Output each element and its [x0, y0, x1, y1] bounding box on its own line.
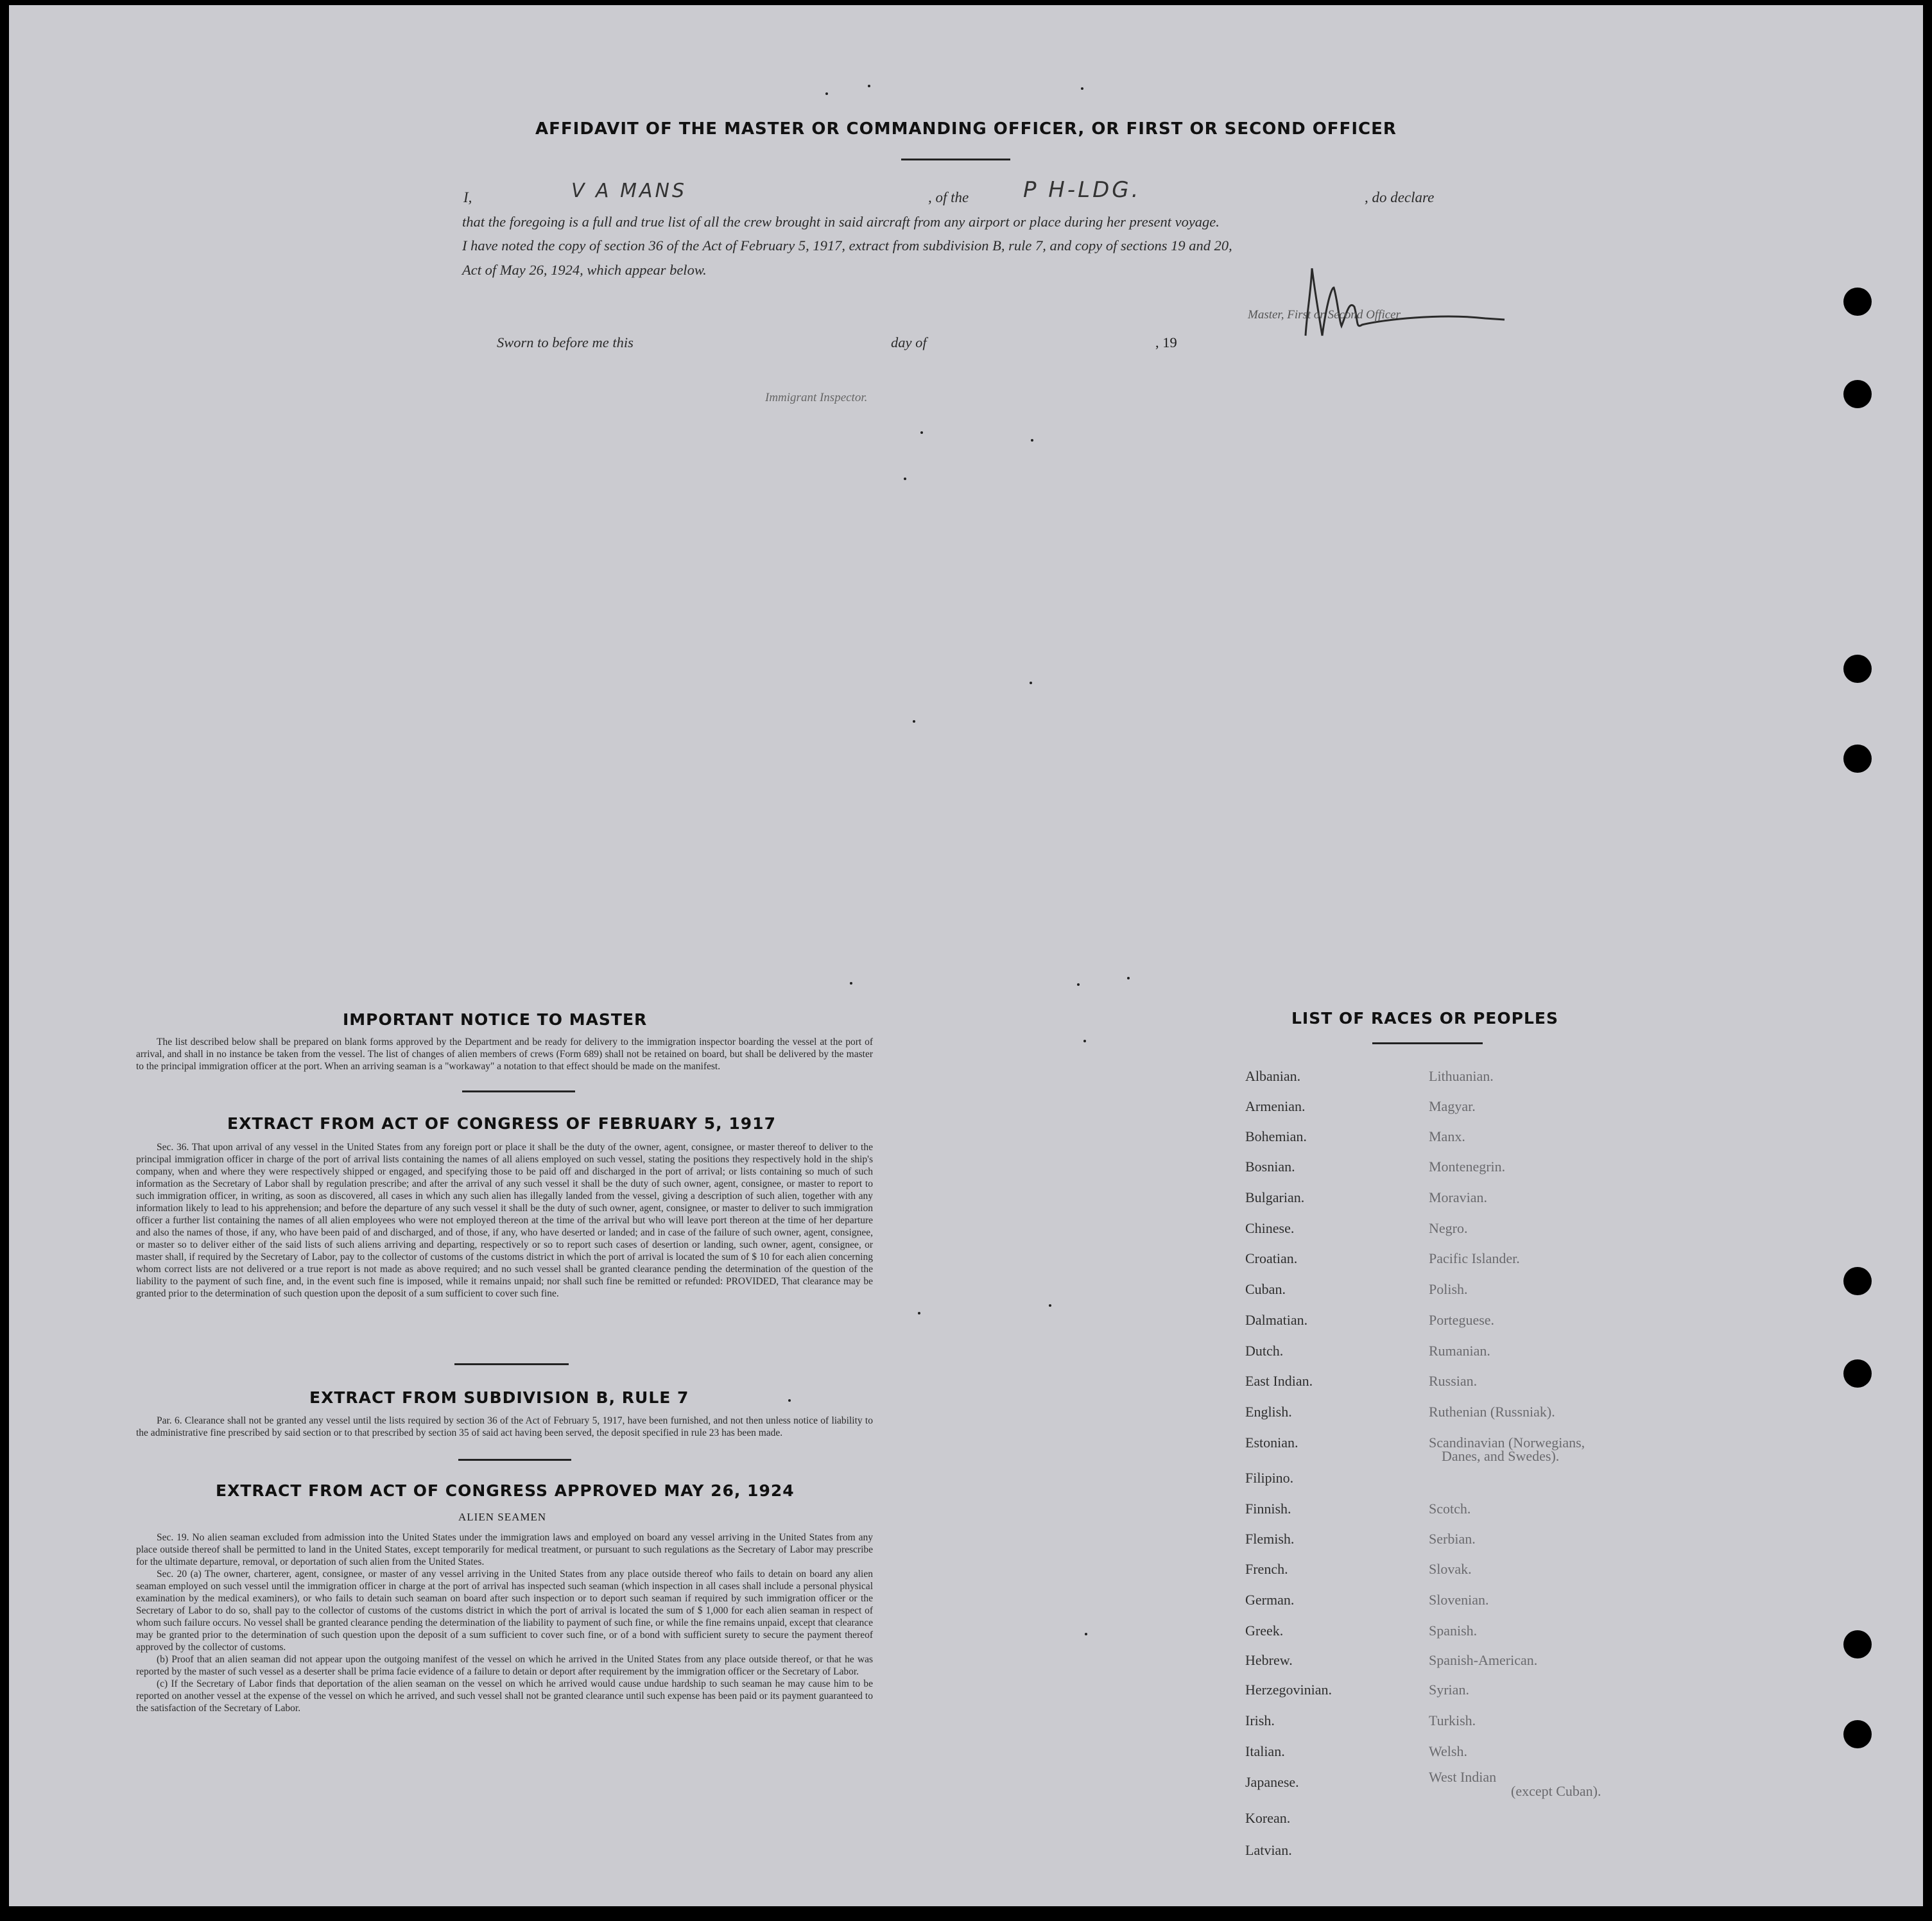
do-declare-label: , do declare: [1365, 189, 1435, 205]
notice-text: The list described below shall be prepared on blank forms approved by the Department and be ready for delivery to the immigration inspector boarding the vessel at the port of arrival, and shall in no instance be taken from the vessel. The list of changes of alien members of crews (Form 689) shall not be retained on board, but shall be delivered by the master to the principal immigration officer at the port. When an arriving seaman is a "workaway" a notation to that effect should be made on the manifest.: [136, 1037, 873, 1072]
race-item: Bulgarian.: [1245, 1189, 1305, 1205]
race-item: German.: [1245, 1592, 1295, 1608]
race-item: Pacific Islander.: [1429, 1250, 1520, 1266]
affidavit-line-2: that the foregoing is a full and true list of all the crew brought in said aircraft from any airport or place during her present voyage.: [462, 214, 1220, 230]
extract-1917-text: Sec. 36. That upon arrival of any vessel in the United States from any foreign port or place it shall be the duty of the owner, agent, consignee, or master thereof to deliver to the principal immigration officer in charge of the port of arrival lists containing the names of all aliens employed on such vessel, stating the positions they respectively hold in the ship's company, when and where they were respectively shipped or engaged, and specifying those to be paid off and discharged in the port of arrival; or lists containing so much of such information as the Secretary of Labor shall by regulation prescribe; and after the arrival of any such vessel it shall be the duty of such owner, agent, consignee, or master to report to such immigration officer, in writing, as soon as discovered, all cases in which any such alien has illegally landed from the vessel, giving a description of such alien, together with any information likely to lead to his apprehension; and before the departure of any such vessel it shall be the duty of such owner, agent, consignee, or master to deliver to such immigration officer a further list containing the names of all alien employees who were not employed thereon at the time of the arrival but who will leave port thereon at the time of her departure and also the names of those, if any, who have been paid of and discharged, and of those, if any, who have deserted or landed; and in case of the failure of such owner, agent, consignee, or master so to deliver either of the said lists of such aliens arriving and departing, respectively or so to report such cases of desertion or landing, such owner, agent, consignee, or master shall, if required by the Secretary of Labor, pay to the collector of customs of the customs district in which the port of arrival is located the sum of $ 10 for each alien concerning whom correct lists are not delivered or a true report is not made as above required; and no such vessel shall be granted clearance pending the determination of the question of the liability to the payment of such fine, and, in the event such fine is imposed, while it remains unpaid; nor shall such fine be remitted or refunded: PROVIDED, That clearance may be granted prior to the determination of such question upon the deposit of a sum sufficient to cover such fine.: [136, 1142, 873, 1299]
notice-rule: [462, 1090, 575, 1092]
binder-hole: [1843, 745, 1872, 773]
sec-20a-text: Sec. 20 (a) The owner, charterer, agent, consignee, or master of any vessel arriving in the United States from any place outside thereof who fails to detain on board any alien seaman employed on such vessel until the immigration officer in charge at the port of arrival has inspected such seaman (which inspection in all cases shall include a personal physical examination by the medical examiners), or who fails to detain such seaman on board after such inspection or to deport such seaman if required by such immigration officer or the Secretary of Labor to do so, shall pay to the collector of customs of the customs district in which the port of arrival is located the sum of $ 1,000 for each alien seaman in respect of whom such failure occurs. No vessel shall be granted clearance pending the determination of the liability to payment of such fine, or while the fine remains unpaid, except that clearance may be granted prior to the determination of such question upon the deposit of a sum sufficient to cover such fine, or of a bond with sufficient surety to secure the payment thereof approved by the collector of customs.: [136, 1569, 873, 1653]
race-item: Latvian.: [1245, 1842, 1292, 1858]
scan-speck: [1127, 977, 1130, 979]
binder-hole: [1843, 1359, 1872, 1388]
year-label: , 19: [1155, 334, 1177, 350]
race-item: Spanish.: [1429, 1623, 1478, 1639]
race-item: Italian.: [1245, 1743, 1285, 1759]
race-item: Korean.: [1245, 1810, 1291, 1826]
race-item: Japanese.: [1245, 1774, 1299, 1790]
notice-title: IMPORTANT NOTICE TO MASTER: [343, 1010, 648, 1029]
race-item: Herzegovinian.: [1245, 1682, 1332, 1698]
binder-hole: [1843, 1630, 1872, 1658]
aircraft-handwritten: P H-LDG.: [1023, 177, 1141, 203]
scan-speck: [904, 478, 906, 480]
signature-label: Master, First or Second Officer: [1248, 308, 1401, 322]
race-item: Flemish.: [1245, 1531, 1295, 1547]
master-name-handwritten: V A MANS: [571, 180, 687, 202]
race-item: Rumanian.: [1429, 1343, 1490, 1359]
race-item: Estonian.: [1245, 1434, 1298, 1451]
races-title: LIST OF RACES OR PEOPLES: [1291, 1009, 1558, 1028]
race-item: Polish.: [1429, 1281, 1468, 1297]
race-item: Manx.: [1429, 1128, 1465, 1144]
race-item: Welsh.: [1429, 1743, 1467, 1759]
scan-speck: [788, 1399, 791, 1402]
scan-speck: [1031, 439, 1033, 442]
race-item: Cuban.: [1245, 1281, 1286, 1297]
scan-speck: [868, 85, 870, 87]
race-item: Magyar.: [1429, 1098, 1476, 1114]
race-item: West Indian: [1429, 1769, 1497, 1785]
race-item: Bohemian.: [1245, 1128, 1307, 1144]
title-rule: [901, 159, 1010, 160]
race-item: Bosnian.: [1245, 1159, 1295, 1175]
i-label: I,: [463, 189, 472, 205]
extract-1924-text: [136, 1531, 873, 1714]
race-item: Syrian.: [1429, 1682, 1469, 1698]
day-of-label: day of: [891, 334, 927, 350]
inspector-label: Immigrant Inspector.: [765, 391, 868, 404]
affidavit-line-4: Act of May 26, 1924, which appear below.: [462, 262, 707, 278]
races-rule: [1372, 1042, 1483, 1044]
race-item: Serbian.: [1429, 1531, 1476, 1547]
race-item: Croatian.: [1245, 1250, 1298, 1266]
race-item: Porteguese.: [1429, 1312, 1495, 1328]
race-item: Slovak.: [1429, 1561, 1472, 1577]
race-item: Scandinavian (Norwegians,: [1429, 1434, 1585, 1451]
rule7-rule: [458, 1459, 571, 1461]
scan-speck: [918, 1312, 920, 1314]
scan-speck: [1081, 87, 1083, 90]
scan-speck: [1049, 1304, 1051, 1307]
race-item: Danes, and Swedes).: [1442, 1448, 1560, 1464]
scan-speck: [1083, 1040, 1086, 1042]
sec-19-text: Sec. 19. No alien seaman excluded from admission into the United States under the immigration laws and employed on board any vessel arriving in the United States from any place outside thereof shall be permitted to land in the United States, except temporarily for medical treatment, or pursuant to such regulations as the Secretary of Labor may prescribe for the ultimate departure, removal, or deportation of such alien from the United States.: [136, 1532, 873, 1567]
race-item: Dalmatian.: [1245, 1312, 1308, 1328]
document-sheet: [9, 5, 1923, 1906]
race-item: English.: [1245, 1404, 1292, 1420]
affidavit-line-3: I have noted the copy of section 36 of the Act of February 5, 1917, extract from subdivision B, rule 7, and copy of sections 19 and 20,: [462, 237, 1232, 254]
race-item: Chinese.: [1245, 1220, 1295, 1236]
sec-20b-text: (b) Proof that an alien seaman did not appear upon the outgoing manifest of the vessel on which he arrived in the United States from any place outside thereof, or that he was reported by the master of such vessel as a deserter shall be prima facie evidence of a failure to detain or deport after requirement by the immigration officer or the Secretary of Labor.: [136, 1654, 873, 1677]
extract-1917-rule: [454, 1363, 569, 1365]
race-item: Moravian.: [1429, 1189, 1488, 1205]
extract-1924-title: EXTRACT FROM ACT OF CONGRESS APPROVED MAY 26, 1924: [216, 1481, 795, 1500]
binder-hole: [1843, 655, 1872, 683]
extract-1924-subtitle: ALIEN SEAMEN: [458, 1511, 547, 1523]
extract-1917-title: EXTRACT FROM ACT OF CONGRESS OF FEBRUARY 5, 1917: [227, 1114, 776, 1133]
sec-20c-text: (c) If the Secretary of Labor finds that deportation of the alien seaman on the vessel on which he arrived would cause undue hardship to such seaman he may cause him to be reported on another vessel at the expense of the vessel on which he arrived, and such vessel shall not be granted clearance until such expense has been paid or its payment guaranteed to the satisfaction of the Secretary of Labor.: [136, 1678, 873, 1714]
scan-speck: [1077, 983, 1080, 986]
scan-speck: [1085, 1633, 1087, 1635]
race-item: Albanian.: [1245, 1068, 1301, 1084]
binder-hole: [1843, 380, 1872, 408]
scan-speck: [825, 92, 828, 95]
race-item: East Indian.: [1245, 1373, 1313, 1389]
rule7-title: EXTRACT FROM SUBDIVISION B, RULE 7: [309, 1388, 689, 1407]
race-item: Turkish.: [1429, 1712, 1476, 1728]
race-item: Spanish-American.: [1429, 1652, 1538, 1668]
race-item: Irish.: [1245, 1712, 1275, 1728]
race-item: Finnish.: [1245, 1501, 1291, 1517]
scan-speck: [850, 982, 852, 985]
race-item: (except Cuban).: [1511, 1783, 1601, 1799]
binder-hole: [1843, 288, 1872, 316]
race-item: Armenian.: [1245, 1098, 1306, 1114]
race-item: Lithuanian.: [1429, 1068, 1494, 1084]
sworn-label: Sworn to before me this: [497, 334, 634, 350]
race-item: Dutch.: [1245, 1343, 1284, 1359]
master-signature: [1280, 249, 1517, 345]
affidavit-title: AFFIDAVIT OF THE MASTER OR COMMANDING OFFICER, OR FIRST OR SECOND OFFICER: [535, 119, 1397, 139]
race-item: Negro.: [1429, 1220, 1468, 1236]
race-item: Scotch.: [1429, 1501, 1471, 1517]
race-item: Hebrew.: [1245, 1652, 1293, 1668]
scan-speck: [913, 720, 915, 723]
binder-hole: [1843, 1267, 1872, 1295]
race-item: Slovenian.: [1429, 1592, 1489, 1608]
race-item: Filipino.: [1245, 1470, 1294, 1486]
of-the-label: , of the: [928, 189, 969, 205]
race-item: Greek.: [1245, 1623, 1284, 1639]
race-item: Ruthenian (Russniak).: [1429, 1404, 1555, 1420]
rule7-text: Par. 6. Clearance shall not be granted any vessel until the lists required by section 36 of the Act of February 5, 1917, have been furnished, and not then unless notice of liability to the administrative fine prescribed by said section or to that prescribed by section 35 of said act having been served, the deposit specified in rule 23 has been made.: [136, 1415, 873, 1438]
scan-speck: [920, 431, 923, 434]
binder-hole: [1843, 1720, 1872, 1748]
race-item: Russian.: [1429, 1373, 1478, 1389]
race-item: Montenegrin.: [1429, 1159, 1506, 1175]
race-item: French.: [1245, 1561, 1288, 1577]
scan-speck: [1030, 682, 1032, 684]
